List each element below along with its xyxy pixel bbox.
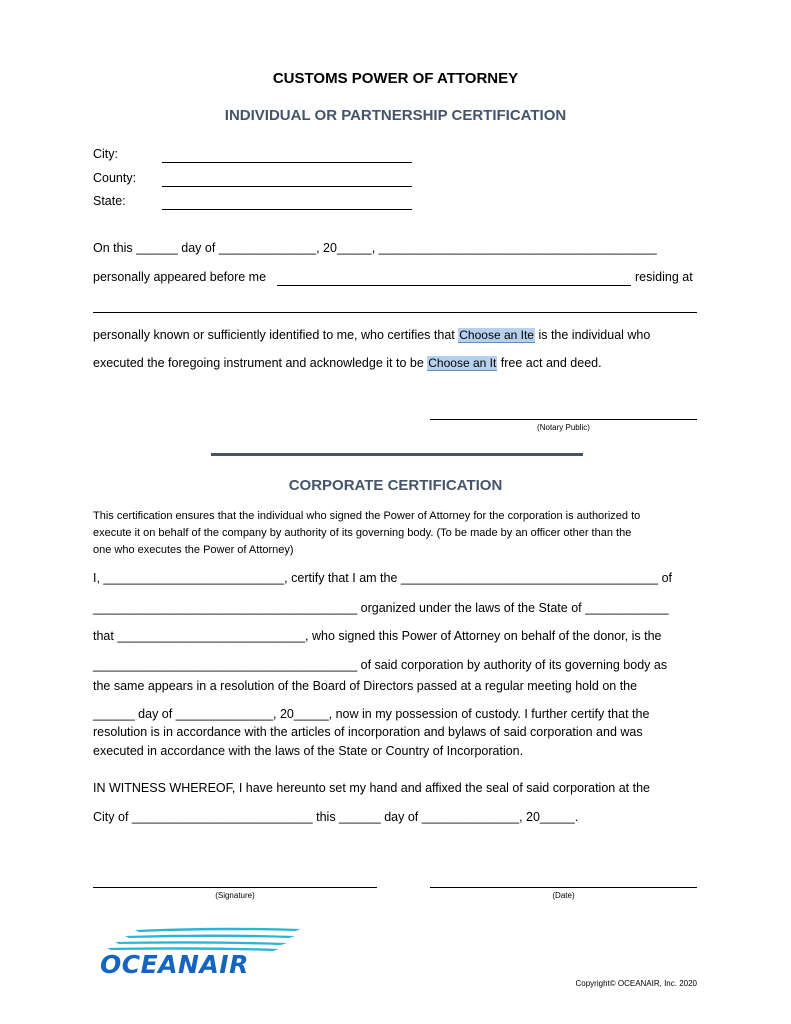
corporate-line-3: that ___________________________, who signed this Power of Attorney on behalf of the donor, is the (93, 629, 662, 643)
corporate-line-2: ______________________________________ organized under the laws of the State of ____________ (93, 601, 669, 615)
state-field[interactable] (162, 209, 412, 210)
copyright-text: Copyright© OCEANAIR, Inc. 2020 (575, 979, 697, 988)
executed-text-after: free act and deed. (500, 356, 602, 370)
county-field[interactable] (162, 186, 412, 187)
notary-signature-line[interactable] (430, 419, 697, 420)
signature-line[interactable] (93, 887, 377, 888)
date-line[interactable] (430, 887, 697, 888)
corporate-line-5: the same appears in a resolution of the Board of Directors passed at a regular meeting hold on the (93, 679, 638, 693)
appeared-label: personally appeared before me (93, 270, 267, 284)
pronoun-dropdown[interactable]: Choose an It (428, 356, 497, 370)
document-title: CUSTOMS POWER OF ATTORNEY (272, 70, 519, 87)
signature-label: (Signature) (215, 891, 255, 900)
notary-label: (Notary Public) (537, 423, 590, 432)
city-field[interactable] (162, 162, 412, 163)
corporate-intro-3: one who executes the Power of Attorney) (93, 544, 294, 556)
on-this-line: On this ______ day of ______________, 20_____, ________________________________________ (93, 241, 657, 255)
executed-text (93, 356, 602, 371)
residing-label: residing at (635, 270, 693, 284)
corporate-line-8: executed in accordance with the laws of the State or Country of Incorporation. (93, 744, 524, 758)
city-label: City: (93, 147, 118, 161)
state-label: State: (93, 194, 126, 208)
corporate-line-1: I, __________________________, certify that I am the _____________________________________ of (93, 571, 672, 585)
identity-dropdown[interactable]: Choose an Ite (459, 328, 534, 342)
corporate-line-7: resolution is in accordance with the articles of incorporation and bylaws of said corporation and was (93, 725, 643, 739)
witness-text: IN WITNESS WHEREOF, I have hereunto set my hand and affixed the seal of said corporation at the (93, 781, 650, 795)
identified-text-before: personally known or sufficiently identified to me, who certifies that (93, 328, 455, 342)
identified-text-after: is the individual who (538, 328, 651, 342)
document-subtitle: INDIVIDUAL OR PARTNERSHIP CERTIFICATION (224, 107, 567, 124)
oceanair-logo (95, 924, 305, 984)
identified-text (93, 328, 650, 343)
appeared-name-field[interactable] (277, 285, 631, 286)
date-label: (Date) (552, 891, 575, 900)
logo-text: OCEANAIR (100, 950, 249, 979)
city-of-line: City of __________________________ this ______ day of ______________, 20_____. (93, 810, 579, 824)
section-divider (211, 453, 583, 456)
corporate-intro-1: This certification ensures that the individual who signed the Power of Attorney for the corporation is authorized to (93, 510, 641, 522)
county-label: County: (93, 171, 137, 185)
residence-field[interactable] (93, 312, 697, 313)
corporate-heading: CORPORATE CERTIFICATION (288, 477, 503, 494)
corporate-line-6: ______ day of ______________, 20_____, now in my possession of custody. I further certify that the (93, 707, 650, 721)
corporate-line-4: ______________________________________ of said corporation by authority of its governing body as (93, 658, 668, 672)
corporate-intro-2: execute it on behalf of the company by authority of its governing body. (To be made by an officer other than the (93, 527, 632, 539)
executed-text-before: executed the foregoing instrument and acknowledge it to be (93, 356, 424, 370)
